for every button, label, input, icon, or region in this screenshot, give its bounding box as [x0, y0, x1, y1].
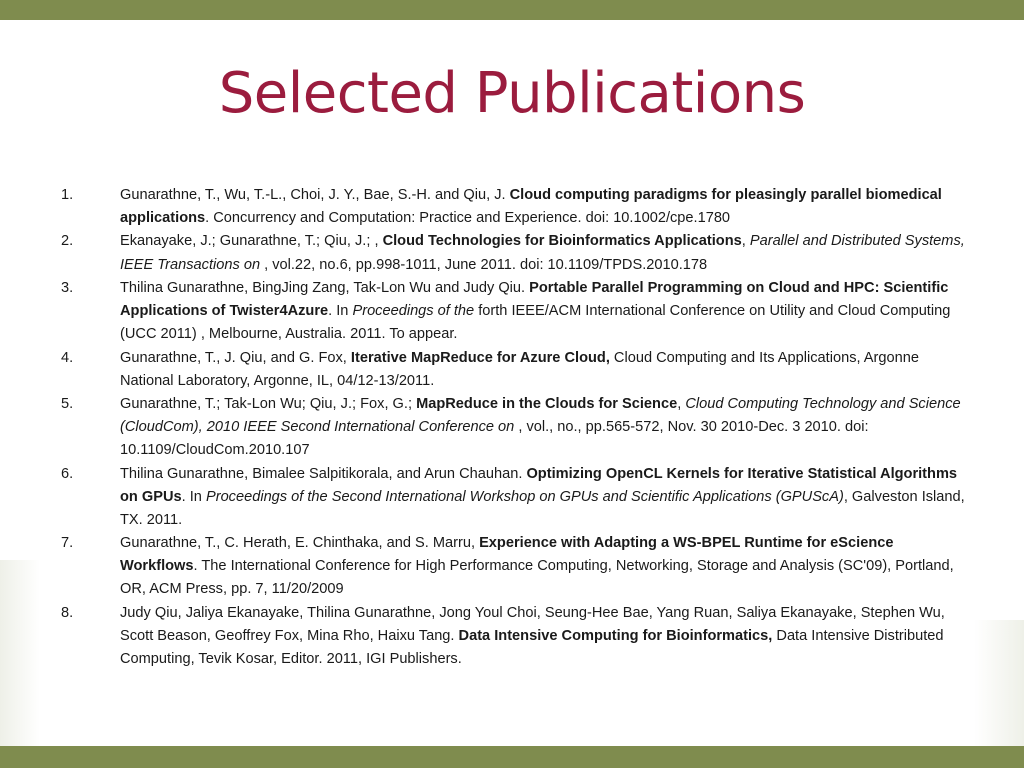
publication-list	[0, 184, 1024, 671]
publication-citation	[120, 466, 965, 528]
publication-item	[0, 532, 1024, 601]
publication-title: MapReduce in the Clouds for Science	[416, 396, 678, 413]
publication-item	[0, 393, 1024, 462]
publication-title: Portable Parallel Programming on Cloud and HPC: Scientific Applications of Twister4Azure	[120, 279, 949, 320]
publication-text: . Concurrency and Computation: Practice and Experience. doi: 10.1002/cpe.1780	[205, 210, 731, 227]
publication-text: Data Intensive Distributed Computing, Tevik Kosar, Editor. 2011, IGI Publishers.	[120, 627, 944, 667]
publication-venue: Proceedings of the Second International Workshop on GPUs and Scientific Applications (GPUScA)	[205, 488, 844, 505]
publication-citation	[120, 535, 954, 597]
slide-title: Selected Publications	[218, 61, 806, 126]
publication-text: Judy Qiu, Jaliya Ekanayake, Thilina Gunarathne, Jong Youl Choi, Seung-Hee Bae, Yang Ruan, Saliya Ekanayake, Stephen Wu, Scott Beason, Geoffrey Fox, Mina Rho, Haixu Tang.	[120, 604, 945, 644]
publication-citation	[120, 233, 965, 272]
publication-text: , vol., no., pp.565-572, Nov. 30 2010-Dec. 3 2010. doi: 10.1109/CloudCom.2010.107	[120, 419, 869, 459]
publication-text: Gunarathne, T.; Tak-Lon Wu; Qiu, J.; Fox, G.;	[120, 396, 417, 413]
publication-item	[0, 602, 1024, 671]
publication-venue: Cloud Computing Technology and Science (CloudCom), 2010 IEEE Second International Conference on	[120, 396, 961, 436]
publication-text: Gunarathne, T., C. Herath, E. Chinthaka, and S. Marru,	[120, 535, 480, 552]
publication-citation	[120, 187, 942, 226]
publication-text: Cloud Computing and Its Applications, Argonne National Laboratory, Argonne, IL, 04/12-13/2011.	[120, 349, 919, 389]
publication-text: . The International Conference for High Performance Computing, Networking, Storage and Analysis (SC'09), Portland, OR, ACM Press, pp. 7, 11/20/2009	[120, 558, 954, 598]
publication-text: ,	[741, 233, 750, 250]
publication-title: Iterative MapReduce for Azure Cloud,	[350, 349, 610, 366]
publication-number: 7.	[61, 535, 74, 552]
publication-title: Experience with Adapting a WS-BPEL Runtime for eScience Workflows	[120, 535, 894, 575]
publication-text: . In	[181, 488, 206, 505]
top-accent-bar	[0, 0, 1024, 20]
publication-text: Thilina Gunarathne, BingJing Zang, Tak-Lon Wu and Judy Qiu.	[120, 279, 530, 296]
publication-citation	[120, 396, 961, 458]
publication-title: Cloud Technologies for Bioinformatics Applications	[382, 233, 742, 250]
publication-text: , vol.22, no.6, pp.998-1011, June 2011. doi: 10.1109/TPDS.2010.178	[260, 256, 708, 273]
publication-item	[0, 277, 1024, 346]
publication-text: . In	[328, 303, 353, 320]
publication-text: Thilina Gunarathne, Bimalee Salpitikorala, and Arun Chauhan.	[120, 465, 527, 482]
publication-number: 6.	[61, 465, 74, 482]
publication-title: Cloud computing paradigms for pleasingly parallel biomedical applications	[120, 187, 942, 227]
publication-venue: Parallel and Distributed Systems, IEEE Transactions on	[120, 233, 965, 273]
publication-number: 4.	[61, 349, 74, 366]
publication-text: ,	[677, 396, 686, 413]
publication-venue: Proceedings of the	[352, 303, 475, 320]
publication-number: 1.	[61, 187, 74, 203]
publication-number: 3.	[61, 279, 74, 296]
publication-title: Optimizing OpenCL Kernels for Iterative Statistical Algorithms on GPUs	[120, 465, 958, 505]
publication-citation	[120, 605, 945, 667]
publication-item	[0, 184, 1024, 230]
publication-text: forth IEEE/ACM International Conference on Utility and Cloud Computing (UCC 2011) , Melbourne, Australia. 2011. To appear.	[120, 303, 951, 343]
publication-text: Gunarathne, T., J. Qiu, and G. Fox,	[120, 349, 351, 366]
publication-text: , Galveston Island, TX. 2011.	[120, 488, 965, 528]
publication-number: 2.	[61, 233, 74, 250]
publication-item	[0, 463, 1024, 532]
publication-item	[0, 347, 1024, 393]
publication-title: Data Intensive Computing for Bioinformatics,	[458, 627, 773, 644]
publication-citation	[120, 350, 919, 389]
publication-citation	[120, 280, 950, 342]
publication-text: Gunarathne, T., Wu, T.-L., Choi, J. Y., Bae, S.-H. and Qiu, J.	[120, 187, 510, 203]
bottom-accent-bar	[0, 746, 1024, 768]
publication-number: 5.	[61, 396, 74, 413]
publication-number: 8.	[61, 604, 74, 621]
publication-text: Ekanayake, J.; Gunarathne, T.; Qiu, J.; ,	[120, 233, 383, 250]
publication-item	[0, 230, 1024, 276]
